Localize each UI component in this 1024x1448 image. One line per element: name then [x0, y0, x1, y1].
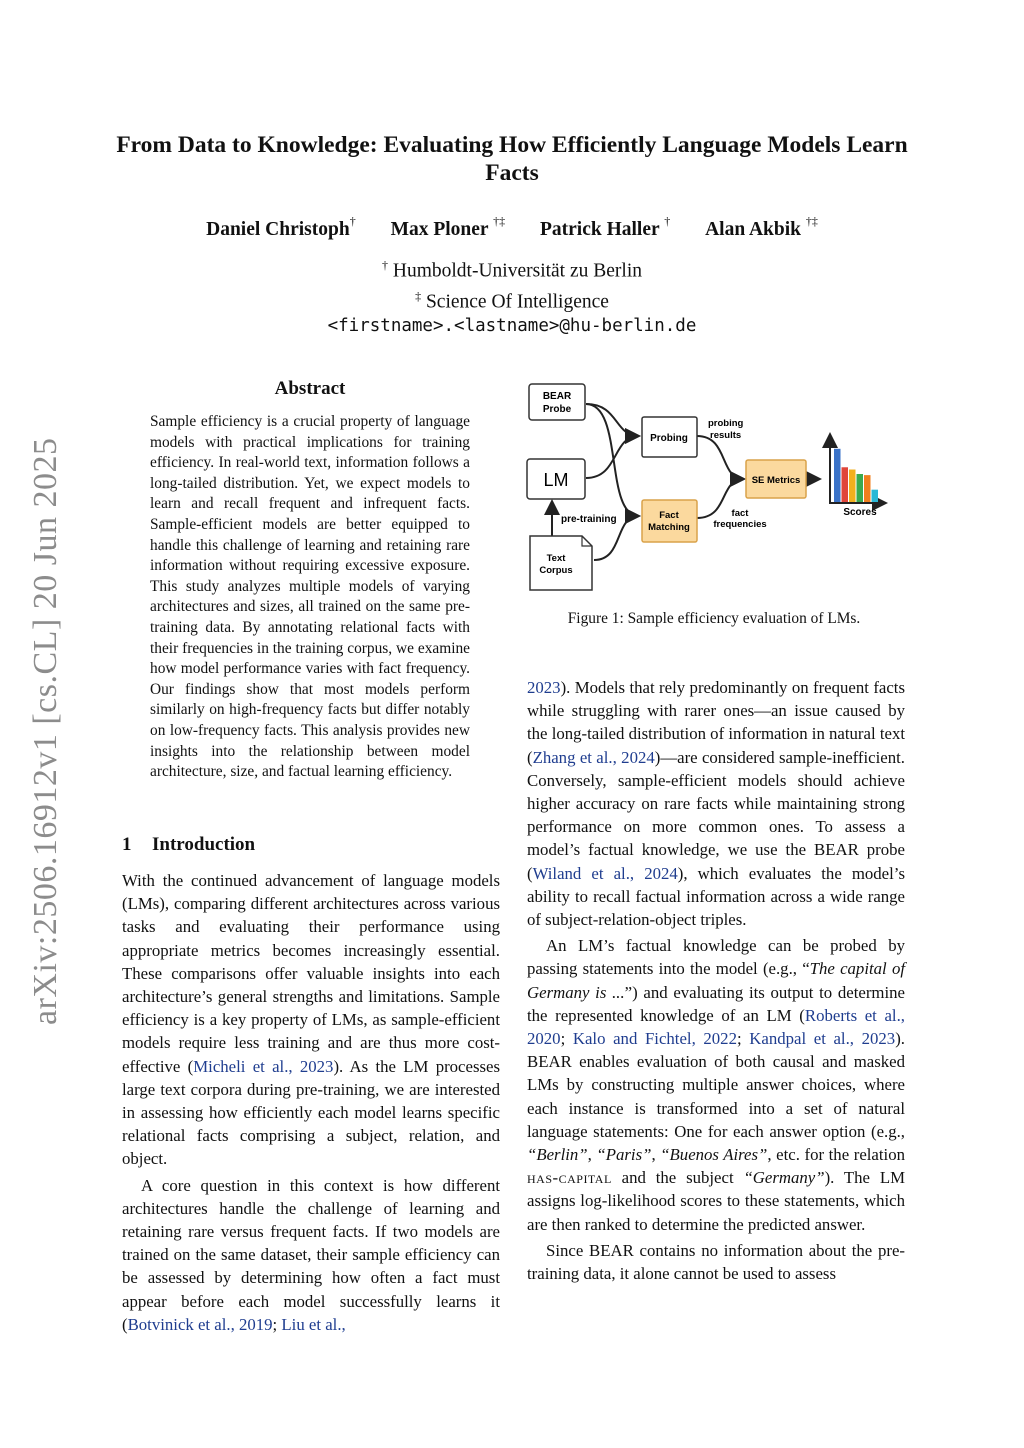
- paragraph: An LM’s factual knowledge can be probed by passing statements into the model (e.g., “The capital of Germany is ...”) and evaluating its output to determine the represented knowledge of an LM (Roberts et al., 2020; Kalo and Fichtel, 2022; Kandpal et al., 2023). BEAR enables evaluation of both causal and masked LMs by constructing multiple answer choices, where each instance is transformed into a set of natural language statements: One for each answer option (e.g., “Berlin”, “Paris”, “Buenos Aires”, etc. for the relation has-capital and the subject “Germany”). The LM assigns log-likelihood scores to these statements, which are then ranked to determine the predicted answer.: [527, 936, 906, 1234]
- author: Daniel Christoph†: [206, 214, 356, 240]
- author: Alan Akbik †‡: [705, 214, 818, 240]
- figure-caption: Figure 1: Sample efficiency evaluation of LMs.: [567, 610, 861, 627]
- section-heading: [122, 834, 502, 856]
- paragraph: 2023). Models that rely predominantly on frequent facts while struggling with rarer ones—an issue caused by the long-tailed distribution of information in natural text (Zhang et al., 2024)—are considered sample-inefficient. Conversely, sample-efficient models should achieve higher accuracy on rare facts while maintaining strong performance on more common ones. To assess a model’s factual knowledge, we use the BEAR probe (Wiland et al., 2024), which evaluates the model’s ability to recall factual information across a wide range of subject-relation-object triples.: [527, 678, 905, 930]
- citation-link[interactable]: Wiland et al., 2024: [532, 863, 678, 883]
- pipeline-diagram: [524, 376, 904, 601]
- fact-frequencies-label: fact: [731, 508, 749, 519]
- citation-link[interactable]: Botvinick et al., 2019: [127, 1314, 273, 1334]
- citation-link[interactable]: 2023: [527, 678, 561, 697]
- fact-matching-label: Fact: [659, 510, 679, 521]
- relation-name: has-capital: [527, 1168, 612, 1188]
- section-title: Introduction: [152, 834, 256, 855]
- citation-link[interactable]: Micheli et al., 2023: [193, 1056, 334, 1076]
- bear-label: BEAR: [542, 391, 572, 402]
- author: Max Ploner †‡: [390, 214, 506, 240]
- paper-title: From Data to Knowledge: Evaluating How Efficiently Language Models Learn Facts: [116, 132, 908, 186]
- probing-results-label: results: [710, 430, 742, 441]
- arxiv-identifier: arXiv:2506.16912v1 [cs.CL] 20 Jun 2025: [27, 437, 64, 1025]
- fact-matching-label: Matching: [648, 522, 690, 533]
- section-number: 1: [122, 834, 132, 855]
- abstract-text: Sample efficiency is a crucial property of language models with practical implications for training efficiency. In real-world text, information follows a long-tailed distribution. Yet, we expect models to learn and recall frequent and infrequent facts. Sample-efficient models are better equipped to handle this challenge of learning and retaining rare information without requiring excessive exposure. This study analyzes multiple models of varying architectures and sizes, all trained on the same pre-training data. By annotating relational facts with their frequencies in the training corpus, we examine how model performance varies with fact frequency. Our findings show that most models perform similarly on high-frequency facts but differ notably on low-frequency facts. This analysis provides new insights into the relationship between model architecture, size, and factual learning efficiency.: [150, 413, 470, 781]
- paragraph: A core question in this context is how different architectures handle the challenge of learning and retaining rare versus frequent facts. If two models are trained on the same dataset, their sample efficiency can be assessed by determining how often a fact must appear before each model successfully learns it (Botvinick et al., 2019; Liu et al.,: [122, 1175, 500, 1334]
- citation-link[interactable]: Kandpal et al., 2023: [749, 1029, 896, 1049]
- se-metrics-label: SE Metrics: [751, 475, 801, 486]
- affiliation: ‡ Science Of Intelligence: [415, 288, 609, 312]
- citation-link[interactable]: Kalo and Fichtel, 2022: [572, 1029, 737, 1049]
- abstract-heading: Abstract: [274, 378, 346, 399]
- paragraph: With the continued advancement of language models (LMs), comparing different architectures across various tasks and evaluating their performance using appropriate metrics becomes increasingly essential. These comparisons offer valuable insights into each architecture’s general strengths and limitations. Sample efficiency is a key property of LMs, as sample-efficient models require less training and are thus more cost-effective (Micheli et al., 2023). As the LM processes large text corpora during pre-training, we are interested in assessing how efficiently each model learns specific relational facts comprising a subject, relation, and object.: [122, 871, 500, 1169]
- bear-label: Probe: [542, 404, 572, 415]
- figure-1: [524, 376, 904, 601]
- fact-frequencies-label: frequencies: [713, 519, 767, 530]
- right-column: [527, 676, 905, 1285]
- citation-link[interactable]: Roberts et al., 2020: [527, 1005, 905, 1049]
- citation-link[interactable]: Liu et al.,: [281, 1314, 346, 1334]
- corpus-label: Text: [546, 553, 566, 564]
- left-column: [122, 869, 500, 1336]
- author-list: [110, 216, 914, 241]
- edge-bear-probing: [586, 404, 639, 436]
- probing-label: Probing: [650, 433, 688, 444]
- fact-matching-node: [642, 500, 697, 542]
- probing-results-label: probing: [708, 418, 744, 429]
- score-bar: [857, 474, 864, 502]
- author-email: <firstname>.<lastname>@hu-berlin.de: [327, 316, 697, 336]
- affiliation: † Humboldt-Universität zu Berlin: [382, 258, 642, 282]
- edge-probing-se: [697, 436, 744, 479]
- score-bar: [842, 467, 849, 502]
- author: Patrick Haller †: [539, 214, 671, 240]
- citation-link[interactable]: Zhang et al., 2024: [532, 747, 655, 767]
- score-bar: [872, 490, 879, 502]
- lm-label: LM: [543, 470, 569, 490]
- pretraining-label: pre-training: [561, 514, 617, 525]
- paragraph: Since BEAR contains no information about the pre-training data, it alone cannot be used to assess: [527, 1240, 905, 1284]
- score-bar: [864, 475, 871, 502]
- affiliations: [110, 253, 914, 338]
- scores-chart: [829, 434, 886, 504]
- score-bar: [849, 470, 856, 502]
- scores-label: Scores: [843, 507, 877, 518]
- score-bar: [834, 449, 841, 502]
- corpus-label: Corpus: [539, 565, 573, 576]
